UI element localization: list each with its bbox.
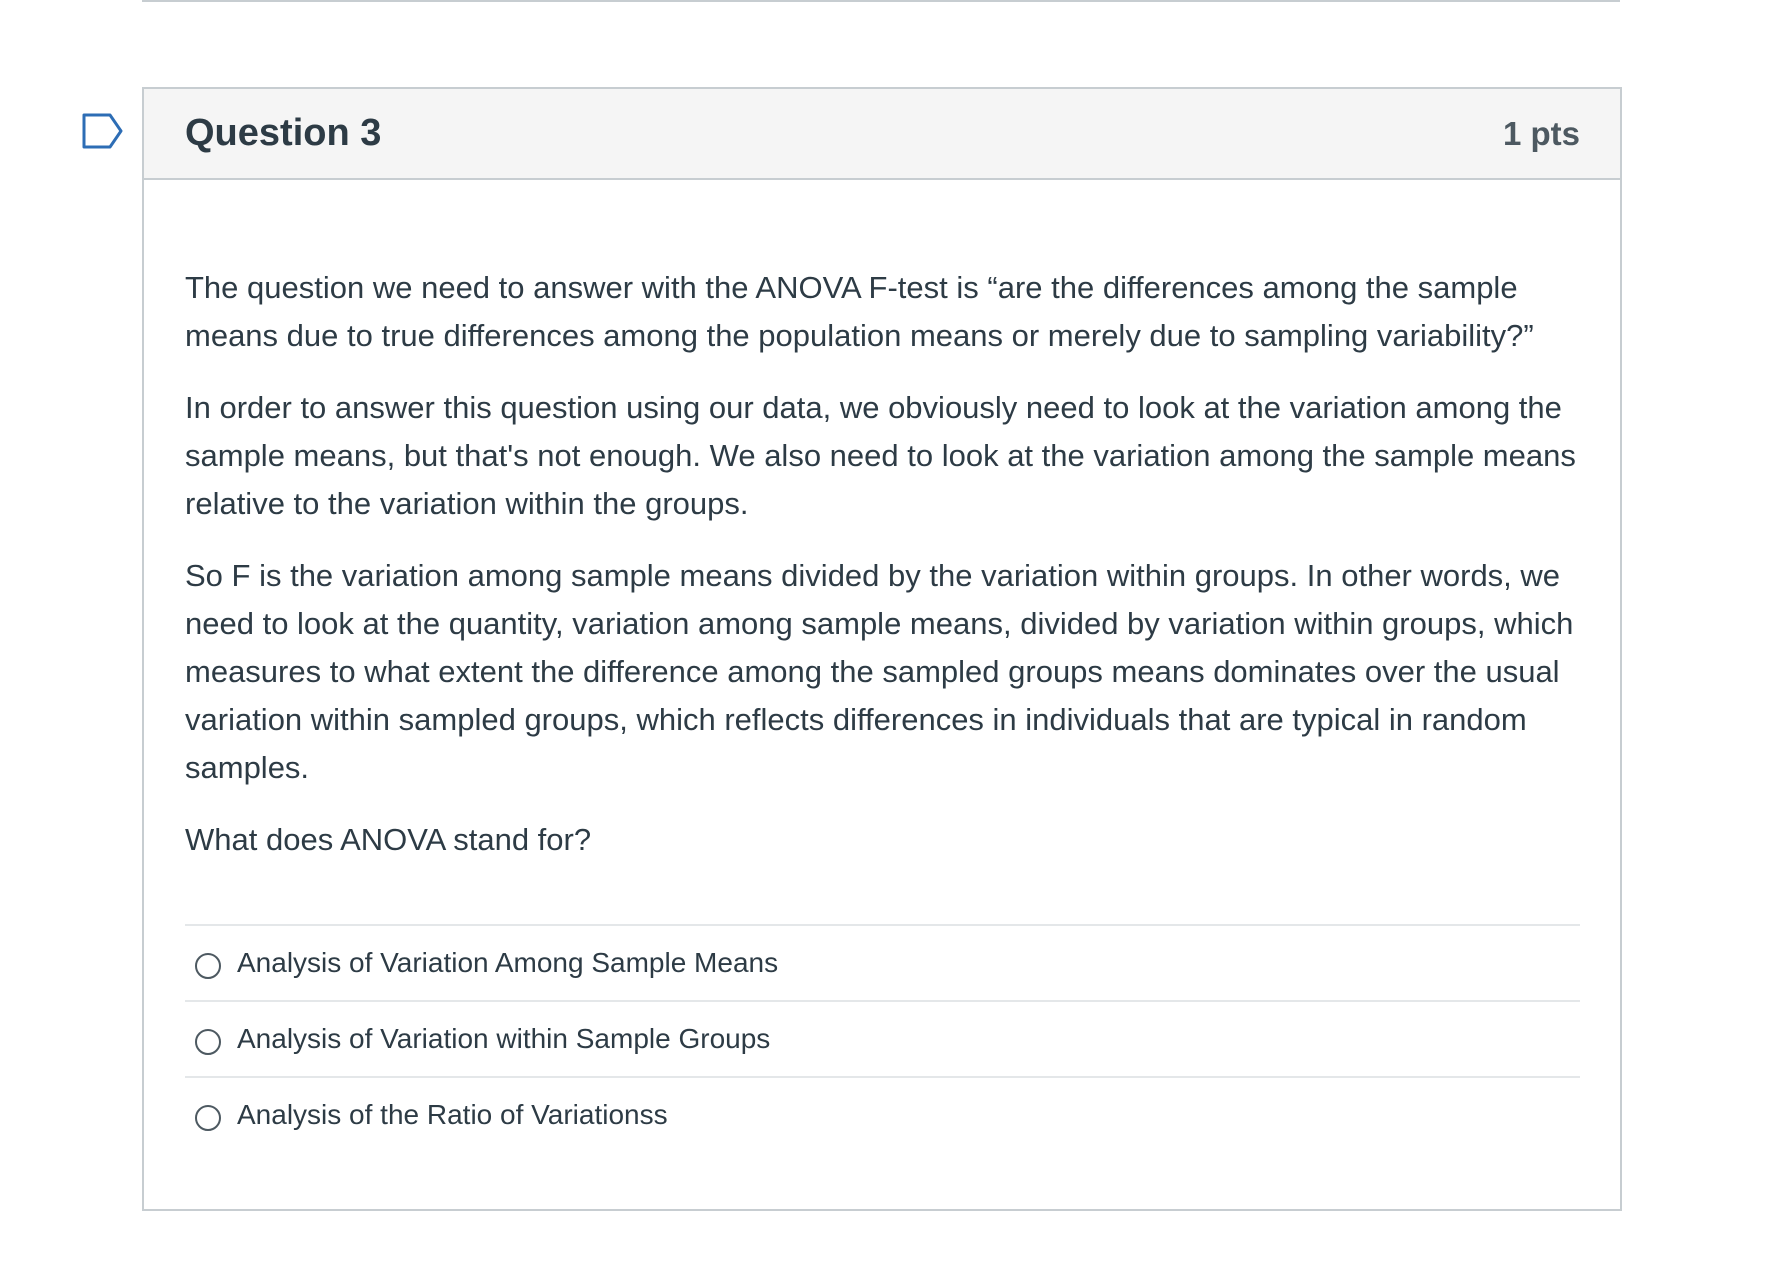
radio-button[interactable]: [195, 953, 221, 979]
question-header: [144, 89, 1620, 180]
answer-label: Analysis of Variation within Sample Groups: [237, 1023, 771, 1054]
question-prompt: What does ANOVA stand for?: [185, 822, 592, 857]
question-body: [144, 180, 1620, 1152]
question-text: The question we need to answer with the ANOVA F-test is “are the differences among the sample means due to true differences among the population means or merely due to sampling variability?”: [185, 270, 1534, 353]
question-text: So F is the variation among sample means divided by the variation within groups. In other words, we need to look at the quantity, variation among sample means, divided by variation within groups, which measures to what extent the difference among the sampled groups means dominates over the usual variation within sampled groups, which reflects differences in individuals that are typical in random samples.: [185, 558, 1574, 785]
question-title: Question 3: [185, 112, 382, 154]
answer-option[interactable]: [185, 926, 1580, 1002]
question-card: [142, 87, 1622, 1211]
answer-label: Analysis of the Ratio of Variationss: [237, 1099, 668, 1130]
answer-option[interactable]: [185, 1078, 1580, 1152]
answer-list: [185, 924, 1580, 1152]
previous-question-border: [142, 0, 1620, 2]
radio-button[interactable]: [195, 1029, 221, 1055]
flag-question-icon[interactable]: [82, 113, 124, 149]
answer-label: Analysis of Variation Among Sample Means: [237, 947, 779, 978]
question-points: 1 pts: [1502, 114, 1580, 152]
question-text: In order to answer this question using our data, we obviously need to look at the variation among the sample means, but that's not enough. We also need to look at the variation among the sample means relative to the variation within the groups.: [185, 390, 1576, 521]
radio-button[interactable]: [195, 1105, 221, 1131]
answer-option[interactable]: [185, 1002, 1580, 1078]
